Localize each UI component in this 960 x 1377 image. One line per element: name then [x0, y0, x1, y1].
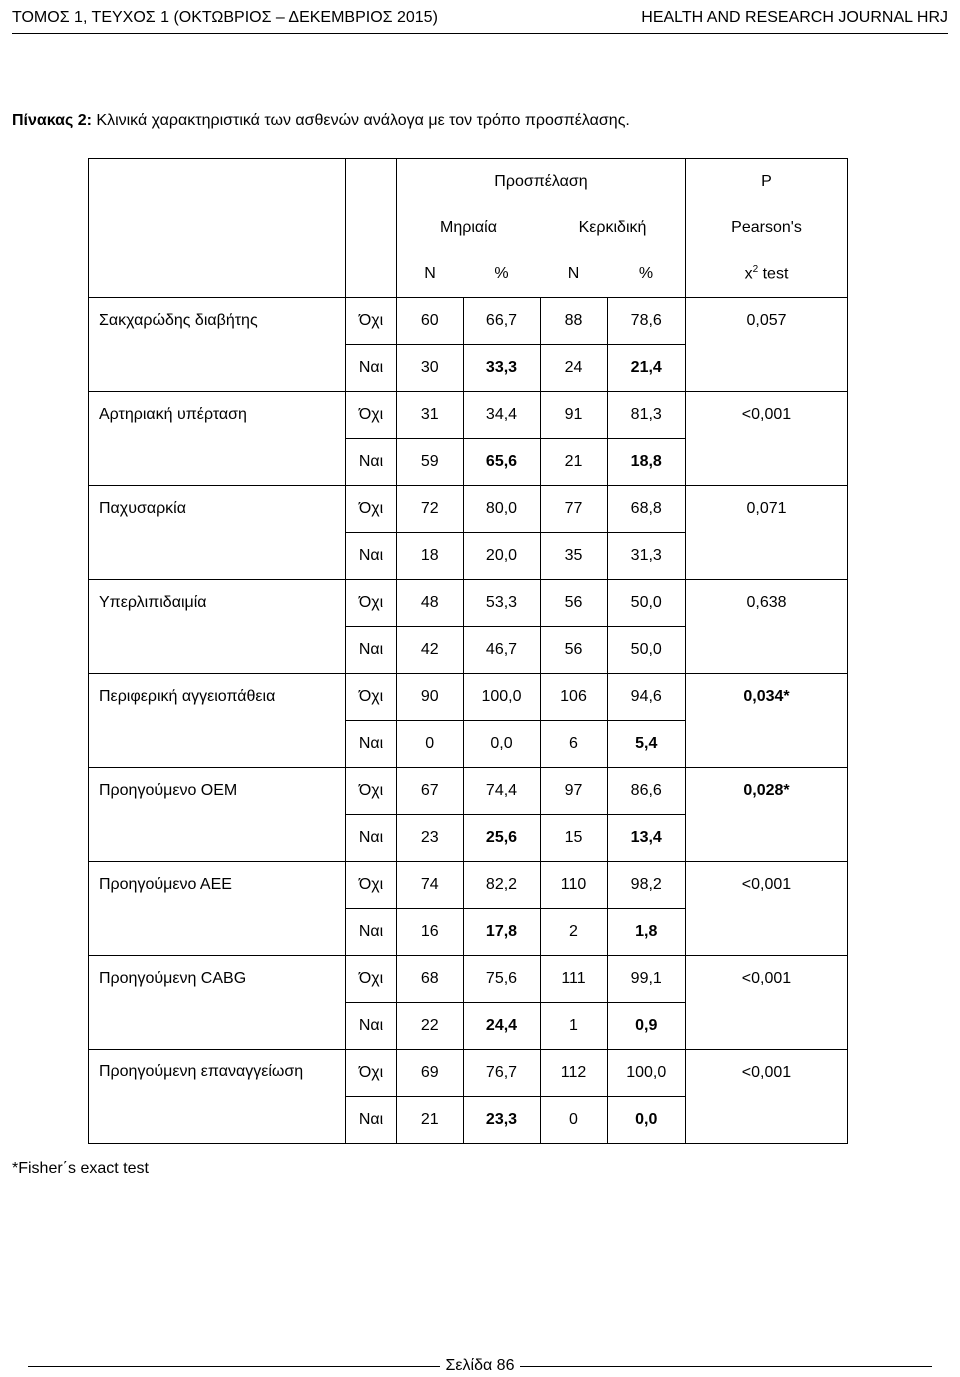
variable-cell: Περιφερική αγγειοπάθεια	[89, 674, 346, 768]
femoral-n-cell: 60	[397, 298, 464, 345]
femoral-n-cell: 21	[397, 1097, 464, 1144]
table-row	[89, 768, 848, 815]
radial-pct-cell: 100,0	[607, 1050, 686, 1097]
femoral-pct-cell: 53,3	[463, 580, 540, 627]
radial-n-cell: 106	[540, 674, 607, 721]
radial-n-cell: 91	[540, 392, 607, 439]
category-cell: Όχι	[346, 862, 397, 909]
access-group-header: Προσπέλαση	[397, 159, 686, 206]
femoral-n-cell: 67	[397, 768, 464, 815]
category-header-cell	[346, 159, 397, 298]
femoral-pct-cell: 46,7	[463, 627, 540, 674]
radial-n-cell: 56	[540, 580, 607, 627]
radial-pct-cell: 18,8	[607, 439, 686, 486]
femoral-pct-cell: 0,0	[463, 721, 540, 768]
radial-pct-cell: 81,3	[607, 392, 686, 439]
radial-pct-cell: 13,4	[607, 815, 686, 862]
category-cell: Ναι	[346, 1003, 397, 1050]
femoral-pct-cell: 76,7	[463, 1050, 540, 1097]
category-cell: Όχι	[346, 392, 397, 439]
femoral-pct-cell: 100,0	[463, 674, 540, 721]
radial-pct-cell: 78,6	[607, 298, 686, 345]
p-value-cell: <0,001	[686, 862, 848, 956]
table-caption	[12, 112, 630, 130]
radial-pct-cell: 50,0	[607, 580, 686, 627]
caption-text: Κλινικά χαρακτηριστικά των ασθενών ανάλογα με τον τρόπο προσπέλασης.	[91, 112, 630, 129]
femoral-pct-cell: 34,4	[463, 392, 540, 439]
radial-n-cell: 77	[540, 486, 607, 533]
femoral-n-cell: 16	[397, 909, 464, 956]
radial-n-cell: 97	[540, 768, 607, 815]
femoral-n-cell: 22	[397, 1003, 464, 1050]
p-value-cell: <0,001	[686, 1050, 848, 1144]
variable-cell: Σακχαρώδης διαβήτης	[89, 298, 346, 392]
category-cell: Όχι	[346, 674, 397, 721]
radial-n-cell: 24	[540, 345, 607, 392]
page-number: Σελίδα 86	[440, 1357, 521, 1374]
femoral-pct-cell: 65,6	[463, 439, 540, 486]
variable-cell: Προηγούμενη επαναγγείωση	[89, 1050, 346, 1144]
femoral-pct-cell: 82,2	[463, 862, 540, 909]
femoral-pct-cell: 20,0	[463, 533, 540, 580]
femoral-n-cell: 18	[397, 533, 464, 580]
category-cell: Ναι	[346, 1097, 397, 1144]
radial-n-cell: 112	[540, 1050, 607, 1097]
variable-cell: Προηγούμενη CABG	[89, 956, 346, 1050]
p-value-cell: 0,028*	[686, 768, 848, 862]
radial-pct-cell: 31,3	[607, 533, 686, 580]
radial-pct-cell: 0,9	[607, 1003, 686, 1050]
radial-pct-cell: 94,6	[607, 674, 686, 721]
caption-label: Πίνακας 2:	[12, 112, 92, 129]
table-row	[89, 1050, 848, 1097]
category-cell: Όχι	[346, 298, 397, 345]
radial-n-cell: 110	[540, 862, 607, 909]
p-value-cell: 0,638	[686, 580, 848, 674]
table-row	[89, 486, 848, 533]
radial-pct-cell: 1,8	[607, 909, 686, 956]
pct-header: %	[463, 251, 540, 298]
category-cell: Ναι	[346, 439, 397, 486]
p-value-cell: <0,001	[686, 956, 848, 1050]
radial-n-cell: 111	[540, 956, 607, 1003]
femoral-n-cell: 74	[397, 862, 464, 909]
radial-n-cell: 2	[540, 909, 607, 956]
femoral-header: Μηριαία	[397, 205, 541, 251]
femoral-n-cell: 68	[397, 956, 464, 1003]
test-header: $x^2$ test	[686, 251, 848, 298]
p-value-cell: 0,071	[686, 486, 848, 580]
variable-cell: Προηγούμενο ΟΕΜ	[89, 768, 346, 862]
journal-name: HEALTH AND RESEARCH JOURNAL HRJ	[641, 8, 948, 26]
category-cell: Ναι	[346, 345, 397, 392]
footnote: *Fisher΄s exact test	[12, 1160, 149, 1177]
journal-issue: ΤΟΜΟΣ 1, ΤΕΥΧΟΣ 1 (ΟΚΤΩΒΡΙΟΣ – ΔΕΚΕΜΒΡΙΟΣ 2015)	[12, 8, 438, 26]
pearson-header: Pearson's	[686, 205, 848, 251]
radial-pct-cell: 21,4	[607, 345, 686, 392]
femoral-n-cell: 23	[397, 815, 464, 862]
radial-header: Κερκιδική	[540, 205, 686, 251]
femoral-pct-cell: 23,3	[463, 1097, 540, 1144]
femoral-pct-cell: 74,4	[463, 768, 540, 815]
femoral-n-cell: 59	[397, 439, 464, 486]
femoral-pct-cell: 17,8	[463, 909, 540, 956]
radial-pct-cell: 0,0	[607, 1097, 686, 1144]
category-cell: Όχι	[346, 768, 397, 815]
category-cell: Όχι	[346, 580, 397, 627]
table-row	[89, 392, 848, 439]
femoral-pct-cell: 75,6	[463, 956, 540, 1003]
variable-cell: Παχυσαρκία	[89, 486, 346, 580]
radial-pct-cell: 68,8	[607, 486, 686, 533]
clinical-characteristics-table	[88, 158, 848, 1144]
radial-n-cell: 88	[540, 298, 607, 345]
p-header: P	[686, 159, 848, 206]
femoral-n-cell: 31	[397, 392, 464, 439]
radial-n-cell: 0	[540, 1097, 607, 1144]
category-cell: Όχι	[346, 956, 397, 1003]
radial-pct-cell: 99,1	[607, 956, 686, 1003]
radial-n-cell: 21	[540, 439, 607, 486]
page-footer	[0, 1357, 960, 1375]
femoral-n-cell: 42	[397, 627, 464, 674]
table-row	[89, 580, 848, 627]
category-cell: Ναι	[346, 721, 397, 768]
femoral-pct-cell: 24,4	[463, 1003, 540, 1050]
category-cell: Ναι	[346, 533, 397, 580]
femoral-pct-cell: 80,0	[463, 486, 540, 533]
femoral-n-cell: 48	[397, 580, 464, 627]
variable-cell: Αρτηριακή υπέρταση	[89, 392, 346, 486]
category-cell: Ναι	[346, 627, 397, 674]
variable-cell: Υπερλιπιδαιμία	[89, 580, 346, 674]
radial-n-cell: 1	[540, 1003, 607, 1050]
femoral-n-cell: 72	[397, 486, 464, 533]
femoral-n-cell: 69	[397, 1050, 464, 1097]
radial-n-cell: 35	[540, 533, 607, 580]
category-cell: Ναι	[346, 815, 397, 862]
running-header	[12, 0, 948, 34]
radial-n-cell: 6	[540, 721, 607, 768]
n-header: N	[397, 251, 464, 298]
n-header: N	[540, 251, 607, 298]
category-cell: Ναι	[346, 909, 397, 956]
femoral-n-cell: 30	[397, 345, 464, 392]
table-row	[89, 862, 848, 909]
femoral-pct-cell: 33,3	[463, 345, 540, 392]
radial-pct-cell: 5,4	[607, 721, 686, 768]
radial-n-cell: 15	[540, 815, 607, 862]
category-cell: Όχι	[346, 486, 397, 533]
radial-pct-cell: 86,6	[607, 768, 686, 815]
pct-header: %	[607, 251, 686, 298]
radial-pct-cell: 50,0	[607, 627, 686, 674]
radial-pct-cell: 98,2	[607, 862, 686, 909]
p-value-cell: 0,057	[686, 298, 848, 392]
category-cell: Όχι	[346, 1050, 397, 1097]
femoral-n-cell: 0	[397, 721, 464, 768]
table-row	[89, 298, 848, 345]
femoral-pct-cell: 66,7	[463, 298, 540, 345]
femoral-pct-cell: 25,6	[463, 815, 540, 862]
corner-cell	[89, 159, 346, 298]
table-row	[89, 674, 848, 721]
variable-cell: Προηγούμενο ΑΕΕ	[89, 862, 346, 956]
header-row	[89, 159, 848, 206]
p-value-cell: <0,001	[686, 392, 848, 486]
table-row	[89, 956, 848, 1003]
p-value-cell: 0,034*	[686, 674, 848, 768]
radial-n-cell: 56	[540, 627, 607, 674]
femoral-n-cell: 90	[397, 674, 464, 721]
